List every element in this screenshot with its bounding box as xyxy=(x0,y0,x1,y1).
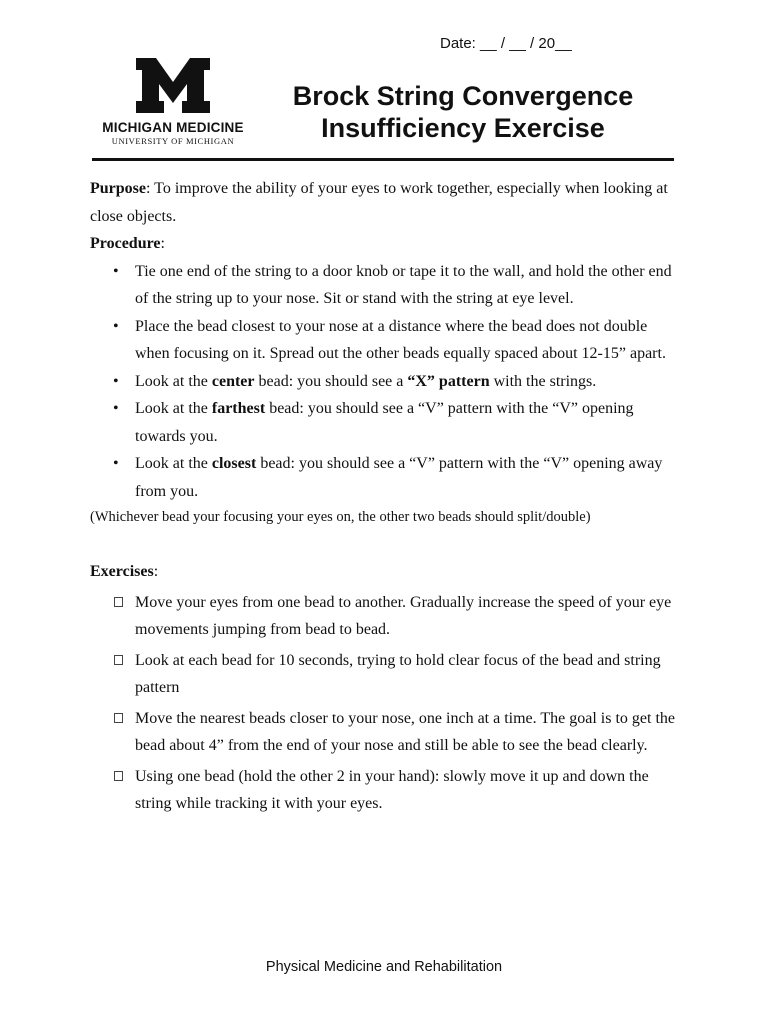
michigan-medicine-logo xyxy=(100,58,246,148)
procedure-item xyxy=(135,368,680,396)
exercise-text: Move the nearest beads closer to your nose, one inch at a time. The goal is to get the bead about 4” from the end of your nose and still be able to see the bead clearly. xyxy=(135,709,675,754)
bold-run: farthest xyxy=(211,400,266,417)
checkbox-icon[interactable] xyxy=(114,713,123,723)
logo-subtitle: UNIVERSITY OF MICHIGAN xyxy=(111,136,235,146)
text-run: with the strings. xyxy=(489,372,597,390)
exercise-text: Look at each bead for 10 seconds, trying to hold clear focus of the bead and string pattern xyxy=(135,651,661,696)
exercises-colon: : xyxy=(153,563,159,580)
page-footer: Physical Medicine and Rehabilitation xyxy=(265,959,503,975)
procedure-item: • Tie one end of the string to a door knob or tape it to the wall, and hold the other end of the string up to your nose. Sit or stand with the string at eye level. xyxy=(135,258,680,313)
text-run: bead: you should see a “V” pattern with the “V” opening away from you. xyxy=(135,455,663,500)
exercise-text: Using one bead (hold the other 2 in your hand): slowly move it up and down the string while tracking it with your eyes. xyxy=(135,767,649,812)
checkbox-icon[interactable] xyxy=(114,655,123,665)
text-run: Look at the xyxy=(135,372,212,390)
block-m-icon xyxy=(136,58,210,113)
procedure-note: (Whichever bead your focusing your eyes on, the other two beads should split/double) xyxy=(90,509,591,525)
procedure-list xyxy=(90,258,680,506)
bold-run: “X” pattern xyxy=(407,372,490,390)
header-divider xyxy=(92,158,674,161)
exercise-item xyxy=(135,589,680,644)
checkbox-icon[interactable] xyxy=(114,771,123,781)
logo-name: MICHIGAN MEDICINE xyxy=(102,120,244,135)
document-body xyxy=(90,175,680,821)
page-title xyxy=(270,80,656,144)
exercises-label: Exercises xyxy=(90,563,154,580)
exercise-text: Move your eyes from one bead to another. Gradually increase the speed of your eye movements jumping from bead to bead. xyxy=(135,593,672,638)
exercise-item xyxy=(135,705,680,760)
procedure-item xyxy=(135,450,680,505)
title-line-2: Insufficiency Exercise xyxy=(321,113,605,143)
procedure-label: Procedure xyxy=(90,235,161,252)
procedure-heading xyxy=(90,230,680,258)
exercise-item xyxy=(135,647,680,702)
text-run: bead: you should see a xyxy=(254,372,408,390)
procedure-colon: : xyxy=(160,235,165,252)
bold-run: center xyxy=(211,372,255,390)
purpose-paragraph xyxy=(90,175,680,230)
checkbox-icon[interactable] xyxy=(114,597,123,607)
procedure-item: • Place the bead closest to your nose at a distance where the bead does not double when focusing on it. Spread out the other beads equally spaced about 12-15” apart. xyxy=(135,313,680,368)
bold-run: closest xyxy=(211,455,257,472)
procedure-item xyxy=(135,395,680,450)
exercises-list xyxy=(90,589,680,818)
date-line: Date: __ / __ / 20__ xyxy=(440,35,572,52)
text-run: Look at the xyxy=(135,400,212,417)
title-line-1: Brock String Convergence xyxy=(292,81,634,111)
text-run: Look at the xyxy=(135,455,212,472)
purpose-label: Purpose xyxy=(90,180,146,197)
text-run: bead: you should see a “V” pattern with the “V” opening towards you. xyxy=(135,400,634,445)
exercise-item xyxy=(135,763,680,818)
purpose-text: : To improve the ability of your eyes to work together, especially when looking at close objects. xyxy=(90,180,668,225)
exercises-heading xyxy=(90,558,680,586)
